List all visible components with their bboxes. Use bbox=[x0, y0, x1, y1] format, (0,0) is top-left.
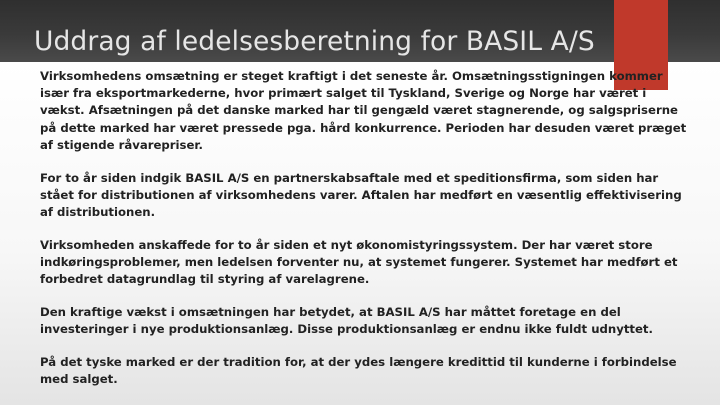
slide-content bbox=[40, 68, 690, 404]
paragraph-partnership: For to år siden indgik BASIL A/S en partnerskabsaftale med et speditionsfirma, som siden har stået for distributionen af virksomhedens varer. Aftalen har medført en væsentlig effektivisering af distributionen. bbox=[40, 170, 682, 219]
paragraph-finance-system: Virksomheden anskaffede for to år siden et nyt økonomistyringssystem. Der har været store indkøringsproblemer, men ledelsen forventer nu, at systemet fungerer. Systemet har medført et forbedret datagrundlag til styring af varelagrene. bbox=[40, 237, 678, 287]
paragraph-investments: Den kraftige vækst i omsætningen har betydet, at BASIL A/S har måttet foretage en del investeringer i nye produktionsanlæg. Disse produktionsanlæg er endnu ikke fuldt udnyttet. bbox=[40, 304, 653, 336]
paragraph-german-market: På det tyske marked er der tradition for, at der ydes længere kredittid til kunderne i forbindelse med salget. bbox=[40, 354, 677, 386]
slide-title: Uddrag af ledelsesberetning for BASIL A/S bbox=[34, 26, 595, 57]
paragraph-revenue: Virksomhedens omsætning er steget kraftigt i det seneste år. Omsætningsstigningen kommer især fra eksportmarkederne, hvor primært salget til Tyskland, Sverige og Norge har været i vækst. Afsætningen på det danske marked har til gengæld været stagnerende, og salgspriserne på dette marked har været pressede pga. hård konkurrence. Perioden har desuden været præget af stigende råvarepriser. bbox=[40, 69, 687, 152]
